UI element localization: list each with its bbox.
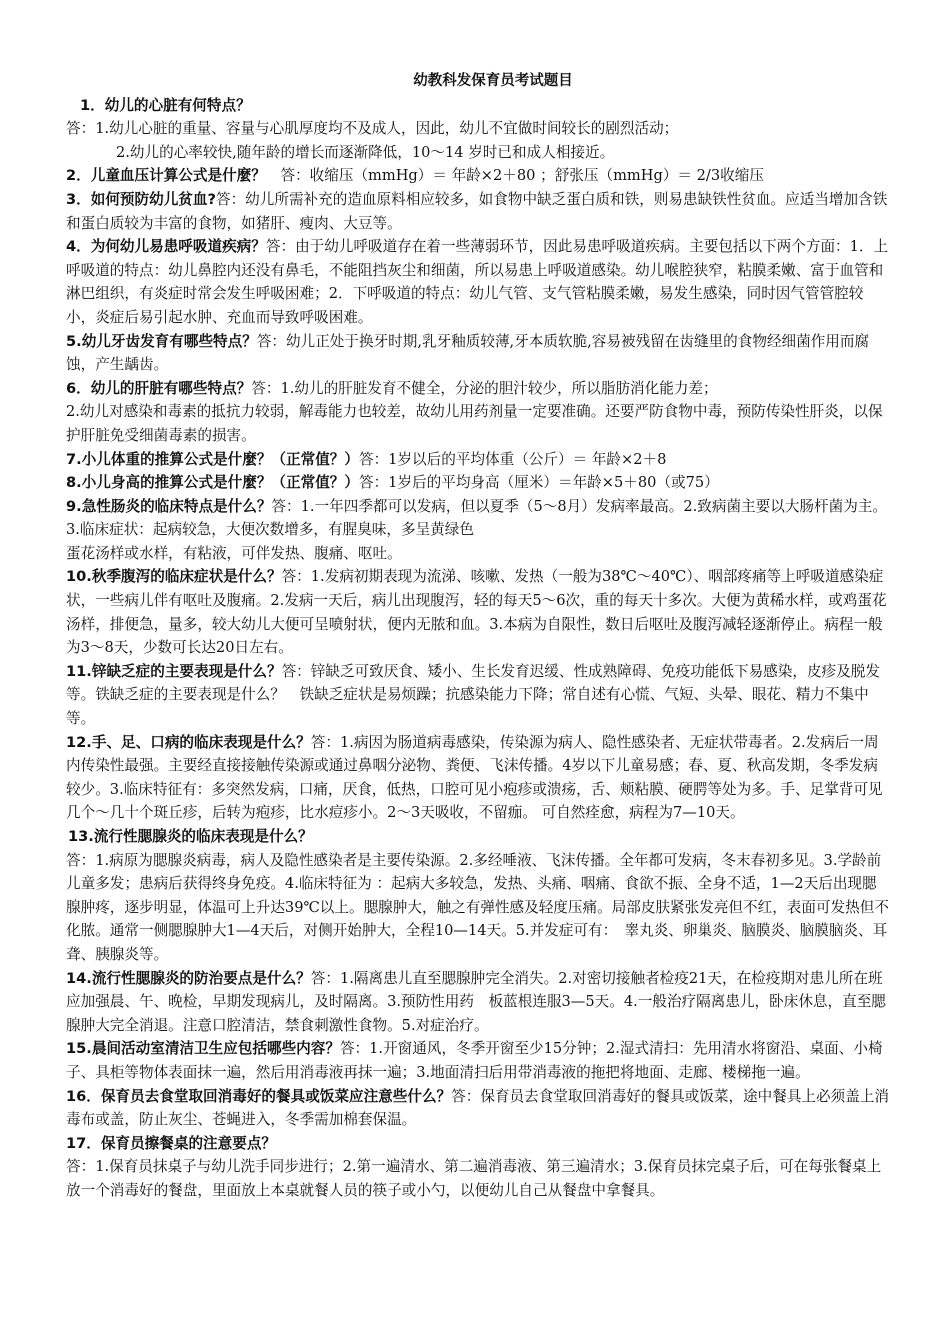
question-text: 8.小儿身高的推算公式是什麼？（正常值？） — [66, 474, 359, 492]
question-text: 15.晨间活动室清洁卫生应包括哪些内容？ — [66, 1040, 340, 1058]
question-8 — [66, 471, 890, 495]
question-text: 13.流行性腮腺炎的临床表现是什么？ — [68, 828, 313, 845]
question-5 — [66, 330, 890, 377]
question-9 — [66, 495, 890, 542]
question-text: 2．儿童血压计算公式是什麼？ — [66, 167, 266, 185]
question-text: 6．幼儿的肝脏有哪些特点？ — [66, 379, 252, 397]
answer-text: 答：1.病原为腮腺炎病毒，病人及隐性感染者是主要传染源。2.多经唾液、飞沫传播。全年都可发病，冬末春初多见。3.学龄前儿童多发；患病后获得终身免疫。4.临床特征为 ：起病大多较急，发热、头痛、咽痛、食欲不振、全身不适，1—2天后出现腮腺肿疼，逐步明显，体温可上升达39℃以上。腮腺肿大，触之有弹性感及轻度压痛。局部皮肤紧张发亮但不红，表面可发热但不化脓。通常一侧腮腺肿大1—4天后，对侧开始肿大，全程10—14天。5.并发症可有： 睾丸炎、卵巢炎、脑膜炎、脑膜脑炎、耳聋、胰腺炎等。 — [66, 851, 889, 963]
answer-text: 答：1.开窗通风，冬季开窗至少15分钟；2.湿式清扫：先用清水将窗沿、桌面、小椅子、具柜等物体表面抹一遍，然后用消毒液再抹一遍；3.地面清扫后用带消毒液的拖把将地面、走廊、楼梯拖一遍。 — [66, 1040, 883, 1081]
answer-17 — [66, 1155, 890, 1202]
answer-text: 答：1.发病初期表现为流涕、咳嗽、发热（一般为38℃～40℃）、咽部疼痛等上呼吸道感染症状，一些病儿伴有呕吐及腹痛。2.发病一天后，病儿出现腹泻，轻的每天5～6次，重的每天十多次。大便为黄稀水样，或鸡蛋花汤样，排便急，量多，较大幼儿大便可呈喷射状，便内无脓和血。3.本病为自限性，数日后呕吐及腹泻减轻逐渐停止。病程一般为3～8天，少数可长达20日左右。 — [66, 568, 887, 657]
answer-text: 答：保育员去食堂取回消毒好的餐具或饭菜，途中餐具上必须盖上消毒布或盖，防止灰尘、苍蝇进入，冬季需加棉套保温。 — [66, 1087, 889, 1129]
question-text: 4．为何幼儿易患呼吸道疾病？ — [66, 238, 266, 256]
question-text: 7.小儿体重的推算公式是什麼？（正常值？） — [66, 450, 359, 468]
answer-text: 答：由于幼儿呼吸道存在着一些薄弱环节，因此易患呼吸道疾病。主要包括以下两个方面：1．上呼吸道的特点：幼儿鼻腔内还没有鼻毛，不能阻挡灰尘和细菌，所以易患上呼吸道感染。幼儿喉腔狭窄，粘膜柔嫩、富于血管和淋巴组织，有炎症时常会发生呼吸困难；2．下呼吸道的特点：幼儿气管、支气管粘膜柔嫩，易发生感染，同时因气管管腔较小，炎症后易引起水肿、充血而导致呼吸困难。 — [66, 238, 889, 326]
question-2 — [66, 164, 890, 188]
question-6 — [66, 377, 890, 401]
question-3 — [66, 188, 890, 235]
answer-text: 答：1.病因为肠道病毒感染，传染源为病人、隐性感染者、无症状带毒者。2.发病后一周内传染性最强。主要经直接接触传染源或通过鼻咽分泌物、粪便、飞沫传播。4岁以下儿童易感；春、夏、秋高发期，冬季发病较少。3.临床特征有：多突然发病，口痛，厌食，低热，口腔可见小疱疹或溃疡，舌、颊粘膜、硬腭等处为多。手、足掌背可见几个～几十个斑丘疹，后转为疱疹，比水痘疹小。2～3天吸收，不留痂。 可自然痊愈，病程为7—10天。 — [66, 733, 883, 822]
document-title: 幼教科发保育员考试题目 — [413, 73, 573, 89]
question-text: 1．幼儿的心脏有何特点？ — [80, 96, 251, 114]
question-16 — [66, 1085, 890, 1132]
question-15 — [66, 1037, 890, 1084]
answer-text: 答：1.保育员抹桌子与幼儿洗手同步进行；2.第一遍清水、第二遍消毒液、第三遍清水；3.保育员抹完桌子后，可在每张餐桌上放一个消毒好的餐盘，里面放上本桌就餐人员的筷子或小勺，以便幼儿自己从餐盘中拿餐具。 — [66, 1158, 882, 1199]
question-text: 10.秋季腹泻的临床症状是什么？ — [66, 568, 282, 586]
question-text: 12.手、足、口病的临床表现是什么？ — [66, 733, 311, 751]
question-text: 9.急性肠炎的临床特点是什么？ — [66, 497, 272, 515]
answer-text: 答：1.幼儿的肝脏发育不健全，分泌的胆汁较少，所以脂肪消化能力差； — [251, 379, 718, 397]
answer-text: 蛋花汤样或水样，有粘液，可伴发热、腹痛、呕吐。 — [66, 544, 402, 562]
answer-text: 答：1.隔离患儿直至腮腺肿完全消失。2.对密切接触者检疫21天，在检疫期对患儿所在班应加强晨、午、晚检，早期发现病儿，及时隔离。3.预防性用药 板蓝根连服3—5天。4.一般治疗隔离患儿，卧床休息，直至腮腺肿大完全消退。注意口腔清洁，禁食刺激性食物。5.对症治疗。 — [66, 969, 886, 1034]
answer-9-part2 — [66, 542, 890, 566]
question-text: 17．保育员擦餐桌的注意要点？ — [66, 1134, 277, 1152]
answer-text: 答：1.一年四季都可以发病，但以夏季（5～8月）发病率最高。2.致病菌主要以大肠杆菌为主。3.临床症状：起病较急，大便次数增多，有腥臭味，多呈黄绿色 — [66, 497, 887, 539]
answer-text: 答：幼儿所需补充的造血原料相应较多，如食物中缺乏蛋白质和铁，则易患缺铁性贫血。应适当增加含铁和蛋白质较为丰富的食物，如猪肝、瘦肉、大豆等。 — [66, 190, 888, 232]
answer-text: 答：幼儿正处于换牙时期,乳牙釉质较薄,牙本质软脆,容易被残留在齿缝里的食物经细菌作用而腐蚀，产生龋齿。 — [66, 332, 870, 374]
question-13 — [66, 825, 890, 849]
answer-text: 2.幼儿的心率较快,随年龄的增长而逐渐降低，10～14 岁时已和成人相接近。 — [116, 143, 615, 161]
answer-text: 答：1岁后的平均身高（厘米）＝年龄×5＋80（或75） — [358, 474, 719, 492]
answer-text: 答：1岁以后的平均体重（公斤）＝ 年龄×2＋8 — [358, 450, 667, 468]
question-11 — [66, 660, 890, 731]
question-7 — [66, 448, 890, 472]
answer-13 — [66, 849, 890, 967]
answer-text: 2.幼儿对感染和毒素的抵抗力较弱，解毒能力也较差，故幼儿用药剂量一定要准确。还要严防食物中毒，预防传染性肝炎，以保护肝脏免受细菌毒素的损害。 — [66, 403, 883, 444]
question-text: 5.幼儿牙齿发育有哪些特点？ — [66, 332, 257, 350]
question-text: 16．保育员去食堂取回消毒好的餐具或饭菜应注意些什么？ — [66, 1087, 452, 1105]
answer-1-part1 — [66, 117, 890, 141]
answer-text: 答：收缩压（mmHg）＝ 年龄×2＋80 ；舒张压（mmHg）＝ 2/3收缩压 — [265, 167, 764, 185]
answer-text: 答：锌缺乏可致厌食、矮小、生长发育迟缓、性成熟障碍、免疫功能低下易感染，皮疹及脱发等。铁缺乏症的主要表现是什么？ 铁缺乏症状是易烦躁；抗感染能力下降；常自述有心慌、气短、头晕、眼花、精力不集中等。 — [66, 662, 880, 728]
question-17 — [66, 1132, 890, 1156]
question-text: 3．如何预防幼儿贫血? — [66, 190, 216, 208]
question-14 — [66, 967, 890, 1038]
question-text: 14.流行性腮腺炎的防治要点是什么？ — [66, 969, 311, 987]
question-4 — [66, 235, 890, 329]
answer-1-part2 — [66, 141, 890, 165]
answer-text: 答：1.幼儿心脏的重量、容量与心肌厚度均不及成人，因此，幼儿不宜做时间较长的剧烈活动； — [66, 120, 679, 138]
question-10 — [66, 565, 890, 659]
question-1 — [66, 94, 890, 118]
answer-6-part2 — [66, 400, 890, 447]
question-text: 11.锌缺乏症的主要表现是什么？ — [66, 662, 282, 680]
question-12 — [66, 731, 890, 825]
